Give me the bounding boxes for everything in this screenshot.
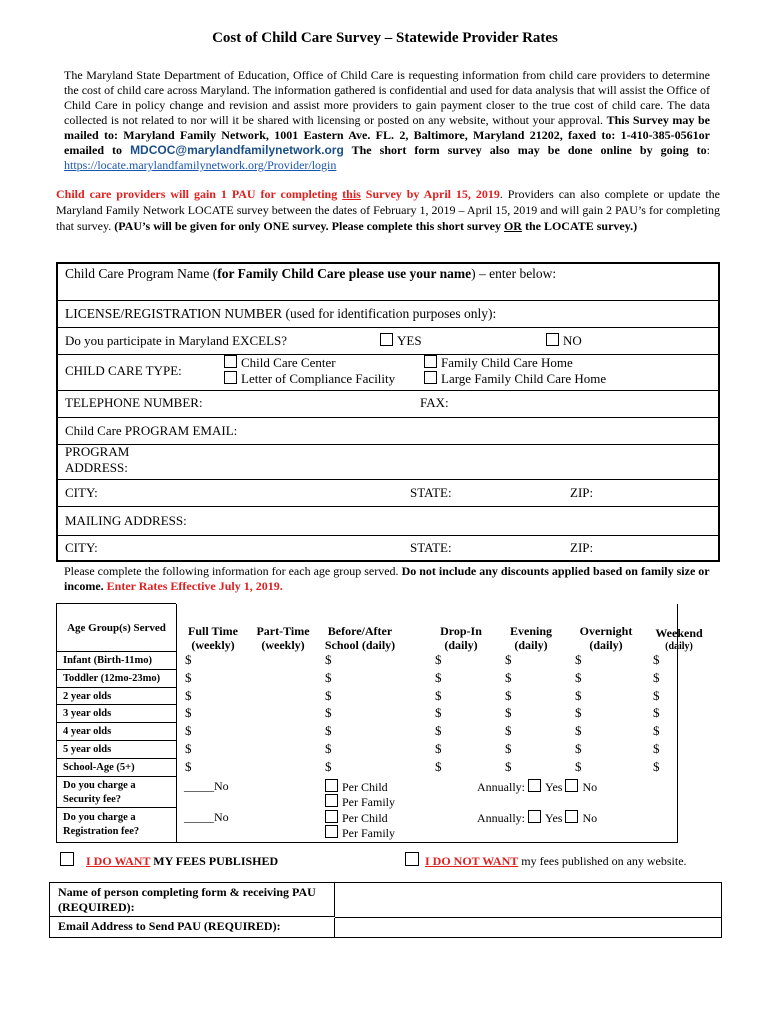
checkbox-icon[interactable]: [528, 810, 541, 823]
mailing-address-row[interactable]: MAILING ADDRESS:: [58, 506, 718, 536]
mailing-city-row[interactable]: CITY: STATE: ZIP:: [65, 540, 594, 555]
registration-fee-no[interactable]: _____No: [184, 810, 229, 824]
checkbox-icon: [424, 355, 437, 368]
rate-dollar-field[interactable]: $: [505, 741, 512, 756]
rate-column-header: Overnight (daily): [579, 624, 633, 652]
checkbox-icon[interactable]: [565, 779, 578, 792]
age-row-label: 2 year olds: [57, 687, 176, 705]
publish-want-option[interactable]: I DO WANT MY FEES PUBLISHED: [60, 852, 278, 869]
rate-dollar-field[interactable]: $: [325, 758, 332, 774]
rate-dollar-field[interactable]: $: [185, 652, 192, 667]
rate-dollar-field[interactable]: $: [325, 652, 332, 667]
checkbox-icon: [405, 852, 419, 866]
rate-dollar-field[interactable]: $: [653, 758, 660, 774]
rate-dollar-field[interactable]: $: [435, 758, 442, 774]
age-row-label: School-Age (5+): [57, 758, 176, 776]
rate-dollar-field[interactable]: $: [435, 669, 442, 685]
excels-no-option[interactable]: NO: [546, 333, 582, 349]
checkbox-icon: [325, 810, 338, 823]
rate-dollar-field[interactable]: $: [185, 723, 192, 739]
rates-table: [56, 604, 703, 843]
rate-column-header: Before/After School (daily): [324, 624, 396, 652]
age-row-label: 5 year olds: [57, 740, 176, 758]
recipient-email-field[interactable]: [335, 918, 721, 937]
checkbox-icon[interactable]: [565, 810, 578, 823]
checkbox-icon: [224, 371, 237, 384]
phone-row[interactable]: TELEPHONE NUMBER: FAX:: [58, 390, 718, 418]
checkbox-icon: [325, 794, 338, 807]
checkbox-icon[interactable]: [528, 779, 541, 792]
rate-dollar-field[interactable]: $: [653, 723, 660, 739]
registration-fee-label: Do you charge a Registration fee?: [57, 807, 176, 842]
checkbox-icon: [380, 333, 393, 346]
age-row-label: 4 year olds: [57, 722, 176, 740]
rate-column-header: Part-Time (weekly): [256, 624, 310, 652]
rate-dollar-field[interactable]: $: [575, 669, 582, 685]
care-type-row: CHILD CARE TYPE: Child Care Center Letter of Compliance Facility Family Child Care Home Large Family Child Care Home: [58, 354, 718, 391]
type-center-option[interactable]: Child Care Center: [224, 355, 336, 371]
rate-dollar-field[interactable]: $: [435, 687, 442, 703]
rate-dollar-field[interactable]: $: [505, 652, 512, 667]
rate-dollar-field[interactable]: $: [575, 758, 582, 774]
rate-column-header: Weekend (daily): [655, 626, 703, 652]
age-row-label: Infant (Birth-11mo): [57, 651, 176, 669]
registration-per-child[interactable]: Per Child: [325, 810, 388, 826]
checkbox-icon: [424, 371, 437, 384]
pau-recipient-box: [49, 882, 722, 938]
registration-annually: Annually: Yes No: [477, 811, 598, 825]
email-row[interactable]: Child Care PROGRAM EMAIL:: [58, 417, 718, 445]
program-name-row[interactable]: Child Care Program Name (for Family Child Care please use your name) – enter below:: [58, 264, 718, 301]
recipient-name-field[interactable]: [335, 883, 721, 918]
security-fee-label: Do you charge a Security fee?: [57, 776, 176, 807]
provider-info-form: [56, 262, 720, 562]
pau-paragraph: Child care providers will gain 1 PAU for completing this Survey by April 15, 2019. Providers can also complete or update the Maryland Family Network LOCATE survey between the dates of February 1, 2019 – April 15, 2019 and will gain 2 PAU’s for completing that survey. (PAU’s will be given for only ONE survey. Please complete this short survey OR the LOCATE survey.): [56, 187, 720, 233]
age-group-column: [57, 604, 177, 842]
page-title: Cost of Child Care Survey – Statewide Provider Rates: [212, 30, 558, 46]
security-fee-no[interactable]: _____No: [184, 779, 229, 793]
excels-yes-option[interactable]: YES: [380, 333, 422, 349]
age-group-header: Age Group(s) Served: [67, 622, 166, 634]
rate-dollar-field[interactable]: $: [325, 705, 332, 721]
rate-dollar-field[interactable]: $: [505, 687, 512, 703]
publish-not-option[interactable]: I DO NOT WANT my fees published on any website.: [405, 852, 687, 869]
rate-dollar-field[interactable]: $: [435, 652, 442, 667]
registration-per-family[interactable]: Per Family: [325, 825, 395, 841]
license-row[interactable]: LICENSE/REGISTRATION NUMBER (used for identification purposes only):: [58, 300, 718, 328]
rate-dollar-field[interactable]: $: [653, 652, 660, 667]
rate-dollar-field[interactable]: $: [653, 741, 660, 756]
rate-dollar-field[interactable]: $: [653, 705, 660, 721]
checkbox-icon: [224, 355, 237, 368]
rate-dollar-field[interactable]: $: [575, 687, 582, 703]
program-address-row[interactable]: PROGRAM ADDRESS:: [58, 444, 718, 480]
security-per-family[interactable]: Per Family: [325, 794, 395, 810]
rate-dollar-field[interactable]: $: [505, 669, 512, 685]
type-lfcc-option[interactable]: Large Family Child Care Home: [424, 371, 606, 387]
rates-instructions: Please complete the following information for each age group served. Do not include any discounts applied based on family size or income. Enter Rates Effective July 1, 2019.: [64, 564, 710, 593]
rate-column-header: Evening (daily): [509, 624, 552, 652]
checkbox-icon: [325, 779, 338, 792]
rate-dollar-field[interactable]: $: [575, 652, 582, 667]
rate-dollar-field[interactable]: $: [575, 741, 582, 756]
type-fcc-option[interactable]: Family Child Care Home: [424, 355, 573, 371]
intro-paragraph: The Maryland State Department of Education, Office of Child Care is requesting information from child care providers to determine the cost of child care across Maryland. The information gathered is confidential and used for data analysis that will assist the Office of Child Care in policy change and revision and assist more providers to gain payment closer to the true cost of child care. The data collected is not related to nor will it be shared with licensing or posted on any website, without your approval. This Survey may be mailed to: Maryland Family Network, 1001 Eastern Ave. FL. 2, Baltimore, Maryland 21202, faxed to: 1-410-385-0561or emailed to MDCOC@marylandfamilynetwork.org The short form survey also may be done online by going to: https://locate.marylandfamilynetwork.org/Provider/login: [64, 68, 710, 172]
contact-email[interactable]: MDCOC@marylandfamilynetwork.org: [130, 143, 344, 157]
rate-dollar-field[interactable]: $: [325, 723, 332, 739]
excels-row: Do you participate in Maryland EXCELS? YES NO: [58, 327, 718, 355]
rate-dollar-field[interactable]: $: [435, 741, 442, 756]
security-per-child[interactable]: Per Child: [325, 779, 388, 795]
checkbox-icon: [325, 825, 338, 838]
recipient-email-label: Email Address to Send PAU (REQUIRED):: [50, 918, 335, 937]
rate-dollar-field[interactable]: $: [653, 669, 660, 685]
age-row-label: Toddler (12mo-23mo): [57, 669, 176, 687]
rate-dollar-field[interactable]: $: [185, 669, 192, 685]
rate-dollar-field[interactable]: $: [575, 723, 582, 739]
type-loc-option[interactable]: Letter of Compliance Facility: [224, 371, 395, 387]
age-row-label: 3 year olds: [57, 704, 176, 722]
rate-dollar-field[interactable]: $: [505, 723, 512, 739]
recipient-name-label: Name of person completing form & receiving PAU (REQUIRED):: [50, 883, 335, 917]
rate-dollar-field[interactable]: $: [185, 758, 192, 774]
rate-dollar-field[interactable]: $: [325, 741, 332, 756]
checkbox-icon: [60, 852, 74, 866]
rate-dollar-field[interactable]: $: [575, 705, 582, 721]
rate-dollar-field[interactable]: $: [185, 705, 192, 721]
checkbox-icon: [546, 333, 559, 346]
program-city-row[interactable]: CITY: STATE: ZIP:: [58, 479, 718, 507]
security-annually: Annually: Yes No: [477, 780, 598, 794]
rate-dollar-field[interactable]: $: [185, 741, 192, 756]
survey-url-link[interactable]: https://locate.marylandfamilynetwork.org/Provider/login: [64, 158, 337, 172]
rate-dollar-field[interactable]: $: [505, 705, 512, 721]
rate-dollar-field[interactable]: $: [325, 687, 332, 703]
rate-dollar-field[interactable]: $: [185, 687, 192, 703]
rate-column-header: Drop-In (daily): [440, 624, 482, 652]
rate-dollar-field[interactable]: $: [505, 758, 512, 774]
rate-dollar-field[interactable]: $: [653, 687, 660, 703]
rate-dollar-field[interactable]: $: [325, 669, 332, 685]
rate-dollar-field[interactable]: $: [435, 705, 442, 721]
rate-dollar-field[interactable]: $: [435, 723, 442, 739]
rate-column-header: Full Time (weekly): [188, 624, 238, 652]
